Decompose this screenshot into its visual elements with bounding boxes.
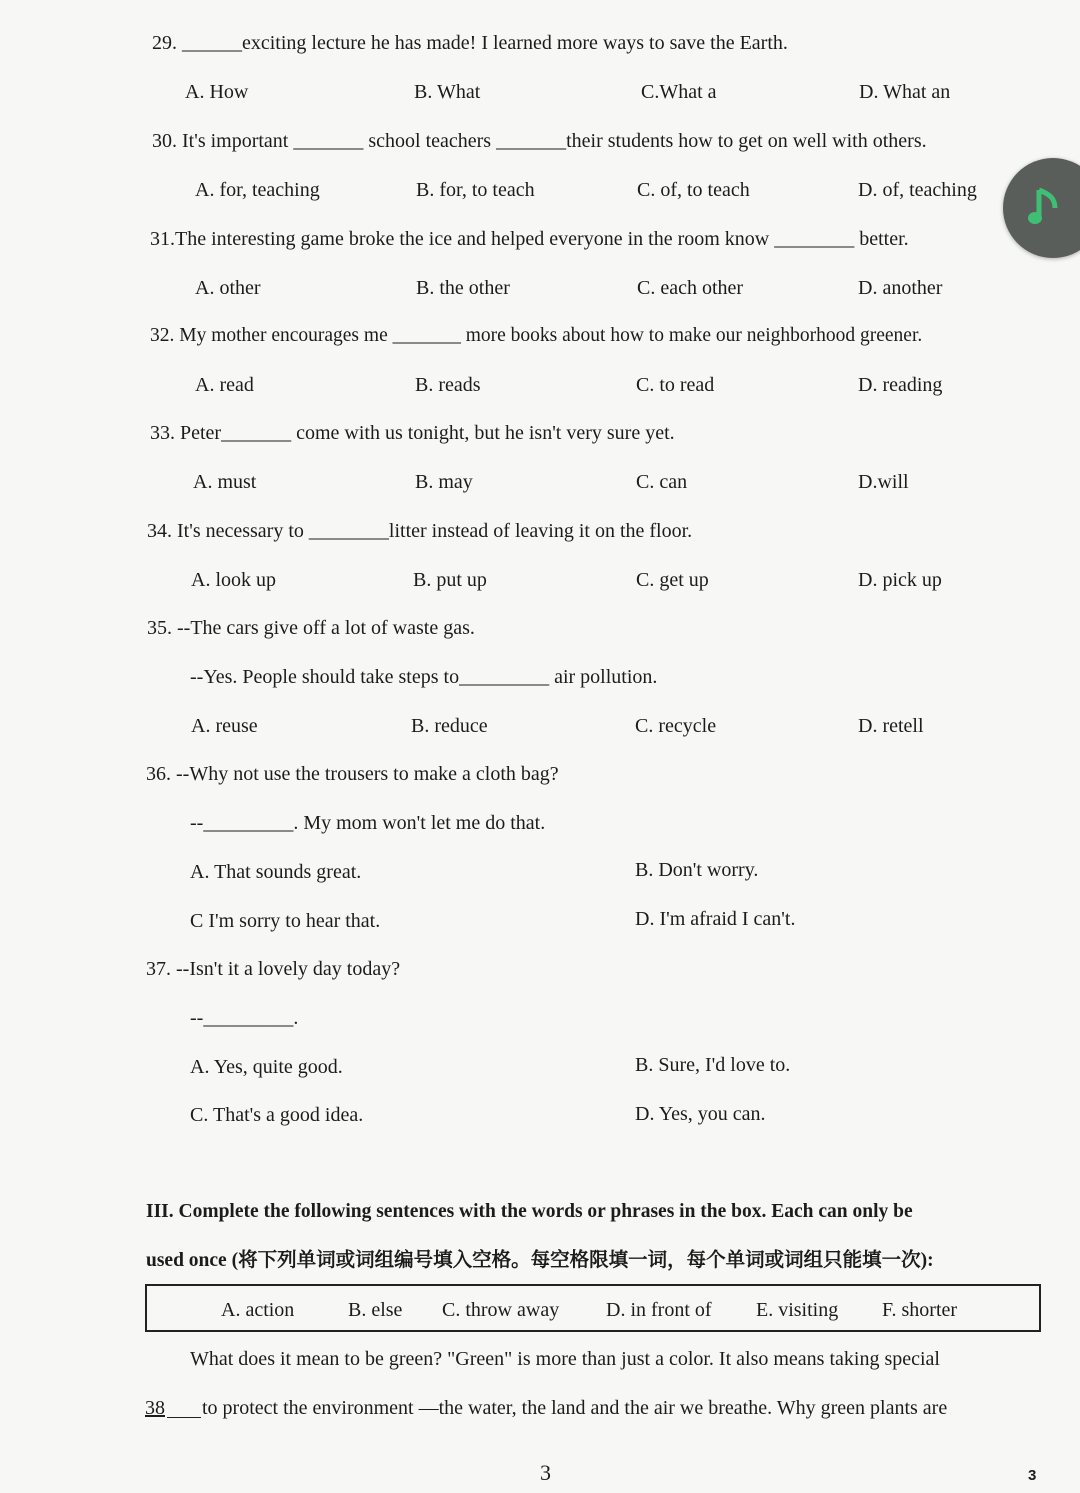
question-36-option-d: D. I'm afraid I can't.: [635, 908, 796, 930]
question-37-option-c: C. That's a good idea.: [190, 1104, 364, 1126]
question-30-option-c: C. of, to teach: [637, 179, 750, 201]
question-37-stem: 37. --Isn't it a lovely day today?: [146, 958, 401, 980]
question-32-option-d: D. reading: [858, 374, 943, 396]
question-30-option-b: B. for, to teach: [416, 179, 535, 201]
question-33-stem: 33. Peter_______ come with us tonight, but he isn't very sure yet.: [150, 422, 675, 444]
question-33-option-b: B. may: [415, 471, 473, 493]
question-30-option-a: A. for, teaching: [195, 179, 320, 201]
question-35-option-d: D. retell: [858, 715, 924, 737]
question-31-option-a: A. other: [195, 277, 261, 299]
question-37-option-d: D. Yes, you can.: [635, 1103, 766, 1125]
question-32-stem: 32. My mother encourages me _______ more books about how to make our neighborhood greener.: [150, 325, 923, 346]
question-31-option-b: B. the other: [416, 277, 510, 299]
question-36-option-c: C I'm sorry to hear that.: [190, 910, 381, 932]
question-34-option-a: A. look up: [191, 569, 276, 591]
word-box-item-f: F. shorter: [882, 1299, 958, 1321]
question-33-option-a: A. must: [193, 471, 257, 493]
question-30-option-d: D. of, teaching: [858, 179, 977, 201]
question-34-stem: 34. It's necessary to ________litter instead of leaving it on the floor.: [147, 520, 693, 542]
question-29-option-a: A. How: [185, 81, 249, 103]
question-31-stem: 31.The interesting game broke the ice and helped everyone in the room know ________ better.: [150, 228, 909, 250]
word-box-item-e: E. visiting: [756, 1299, 839, 1321]
word-box: [145, 1284, 1041, 1332]
word-box-item-b: B. else: [348, 1299, 403, 1321]
passage-line-1: What does it mean to be green? "Green" is more than just a color. It also means taking special: [190, 1348, 940, 1370]
question-31-option-d: D. another: [858, 277, 943, 299]
page-number-corner: 3: [1028, 1467, 1037, 1484]
section-3-heading-line-2: used once (将下列单词或词组编号填入空格。每空格限填一词，每个单词或词组只能填一次):: [146, 1250, 934, 1271]
word-box-item-d: D. in front of: [606, 1299, 712, 1321]
question-29-option-b: B. What: [414, 81, 481, 103]
question-34-option-c: C. get up: [636, 569, 709, 591]
question-35-option-b: B. reduce: [411, 715, 488, 737]
question-29-option-c: C.What a: [641, 81, 717, 103]
question-31-option-c: C. each other: [637, 277, 744, 299]
question-35-option-a: A. reuse: [191, 715, 258, 737]
question-32-option-a: A. read: [195, 374, 254, 396]
question-36-reply: --_________. My mom won't let me do that.: [190, 812, 546, 834]
question-37-reply: --_________.: [190, 1007, 299, 1029]
music-button[interactable]: [1003, 158, 1080, 258]
question-37-option-a: A. Yes, quite good.: [190, 1056, 343, 1078]
word-box-item-c: C. throw away: [442, 1299, 560, 1321]
page-number: 3: [540, 1460, 551, 1485]
question-29-stem: 29. ______exciting lecture he has made! I learned more ways to save the Earth.: [152, 32, 788, 54]
question-35-reply: --Yes. People should take steps to_________ air pollution.: [190, 666, 658, 688]
question-30-stem: 30. It's important _______ school teachers _______their students how to get on well with others.: [152, 130, 927, 152]
question-35-option-c: C. recycle: [635, 715, 717, 737]
passage-blank-38: 38: [145, 1397, 165, 1419]
question-29-option-d: D. What an: [859, 81, 951, 103]
question-36-option-a: A. That sounds great.: [190, 861, 362, 883]
question-36-option-b: B. Don't worry.: [635, 859, 759, 881]
question-35-stem: 35. --The cars give off a lot of waste gas.: [147, 617, 475, 639]
section-3-heading-line-1: III. Complete the following sentences with the words or phrases in the box. Each can only be: [146, 1201, 913, 1222]
question-37-option-b: B. Sure, I'd love to.: [635, 1054, 791, 1076]
question-33-option-c: C. can: [636, 471, 688, 493]
question-34-option-b: B. put up: [413, 569, 487, 591]
word-box-item-a: A. action: [221, 1299, 295, 1321]
question-32-option-c: C. to read: [636, 374, 715, 396]
question-36-stem: 36. --Why not use the trousers to make a cloth bag?: [146, 763, 559, 785]
question-33-option-d: D.will: [858, 471, 909, 493]
music-note-icon: [1025, 182, 1075, 232]
question-34-option-d: D. pick up: [858, 569, 942, 591]
passage-line-2: to protect the environment —the water, the land and the air we breathe. Why green plants are: [202, 1397, 948, 1419]
question-32-option-b: B. reads: [415, 374, 481, 396]
passage-blank-line: [167, 1395, 201, 1418]
